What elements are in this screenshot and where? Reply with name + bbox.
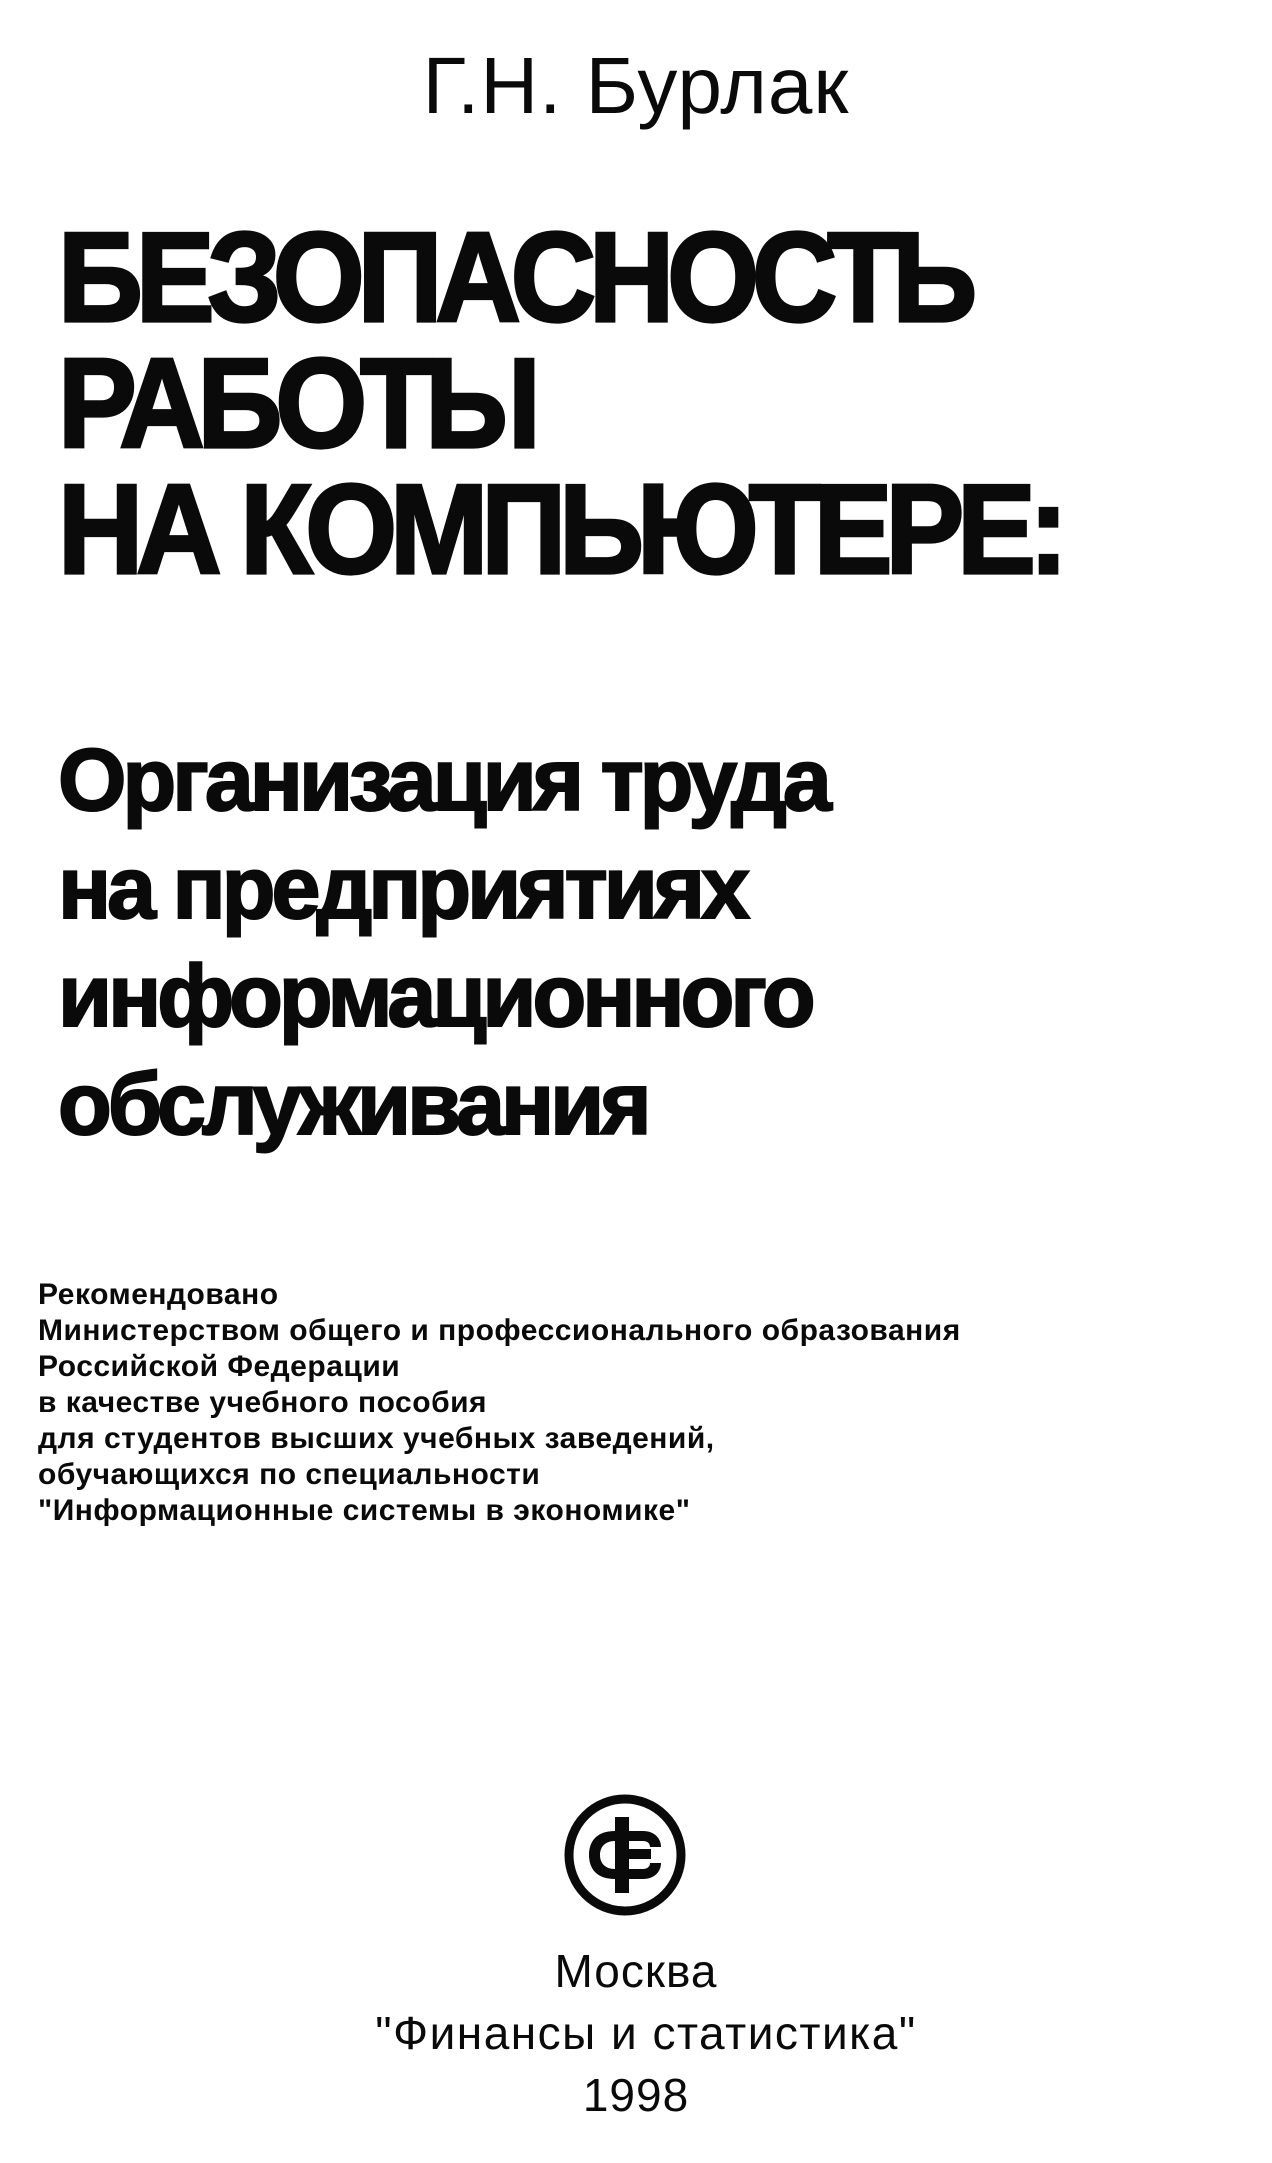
publisher-logo-icon	[563, 1793, 687, 1917]
subtitle-line: Организация труда	[58, 730, 828, 829]
recommendation-line: в качестве учебного пособия	[38, 1386, 488, 1419]
subtitle-line: информационного	[58, 946, 812, 1045]
imprint-city: Москва	[554, 1945, 718, 1997]
ministry-recommendation	[38, 1277, 1218, 1529]
publisher-logo-svg	[563, 1793, 687, 1917]
subtitle-line: обслуживания	[58, 1054, 648, 1153]
imprint	[0, 1940, 1272, 2126]
main-title	[58, 206, 1248, 602]
main-title-line: РАБОТЫ	[58, 332, 534, 476]
recommendation-line: "Информационные системы в экономике"	[38, 1494, 691, 1527]
main-title-line: НА КОМПЬЮТЕРЕ:	[58, 458, 1062, 602]
subtitle-line: на предприятиях	[58, 838, 747, 937]
recommendation-line: обучающихся по специальности	[38, 1458, 541, 1491]
imprint-year: 1998	[582, 2069, 690, 2121]
recommendation-line: для студентов высших учебных заведений,	[38, 1422, 715, 1455]
imprint-publisher: "Финансы и статистика"	[375, 2007, 917, 2059]
subtitle	[58, 726, 1248, 1158]
author-name: Г.Н. Бурлак	[422, 41, 850, 130]
recommendation-line: Российской Федерации	[38, 1350, 401, 1383]
main-title-line: БЕЗОПАСНОСТЬ	[58, 206, 971, 350]
recommendation-line: Министерством общего и профессионального образования	[38, 1314, 961, 1347]
recommendation-line: Рекомендовано	[38, 1278, 279, 1311]
